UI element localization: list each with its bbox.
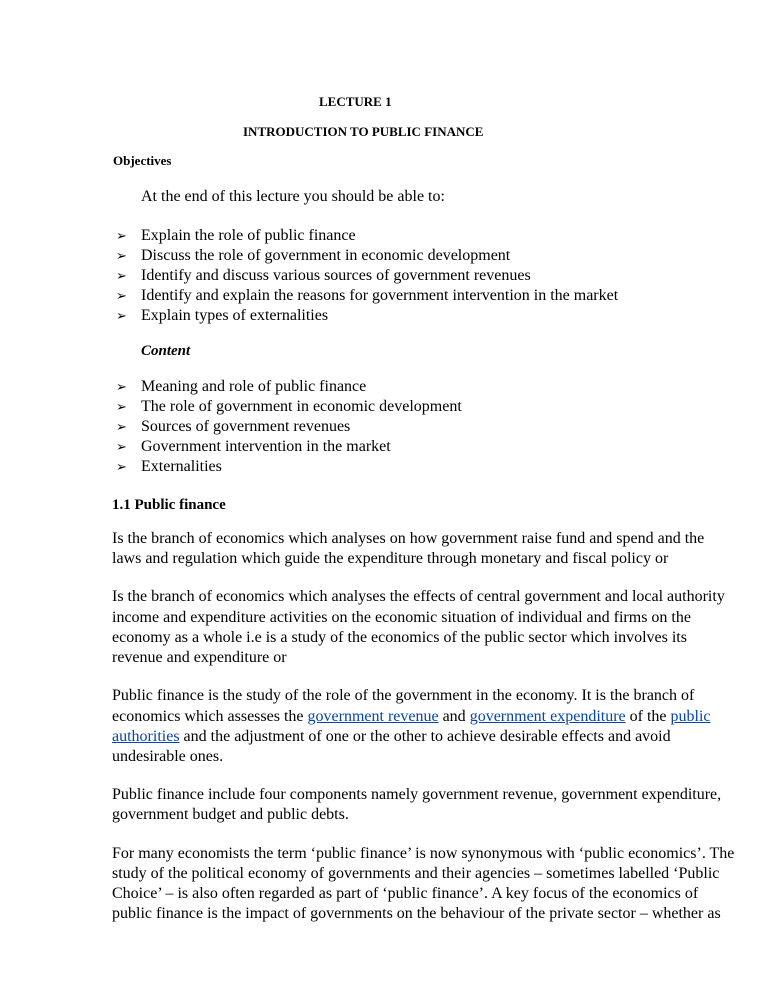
arrow-bullet-icon: ➢ (116, 268, 127, 283)
arrow-bullet-icon: ➢ (116, 308, 127, 323)
lecture-label: LECTURE 1 (319, 94, 392, 109)
text-segment: and (438, 708, 470, 725)
paragraph-line: economy as a whole i.e is a study of the economics of the public sector which involves its (112, 629, 687, 646)
arrow-bullet-icon: ➢ (116, 439, 127, 454)
list-item: The role of government in economic development (141, 398, 462, 415)
paragraph-line: Is the branch of economics which analyses on how government raise fund and spend and the (112, 530, 705, 547)
link-government-revenue[interactable]: government revenue (307, 708, 439, 725)
paragraph-line: government budget and public debts. (112, 806, 349, 823)
arrow-bullet-icon: ➢ (116, 379, 127, 394)
paragraph-line: Choice’ – is also often regarded as part of ‘public finance’. A key focus of the economics of (112, 885, 699, 902)
list-item: Sources of government revenues (141, 418, 351, 435)
paragraph-line: Is the branch of economics which analyses the effects of central government and local authority (112, 588, 725, 605)
arrow-bullet-icon: ➢ (116, 419, 127, 434)
paragraph-line: For many economists the term ‘public finance’ is now synonymous with ‘public economics’. The (112, 845, 735, 862)
list-item: Identify and discuss various sources of government revenues (141, 267, 531, 284)
paragraph-line: Public finance include four components namely government revenue, government expenditure, (112, 786, 722, 803)
text-segment: economics which assesses the (112, 708, 308, 725)
list-item: Identify and explain the reasons for government intervention in the market (141, 287, 619, 304)
objectives-intro: At the end of this lecture you should be able to: (141, 188, 445, 205)
arrow-bullet-icon: ➢ (116, 459, 127, 474)
list-item: Meaning and role of public finance (141, 378, 367, 395)
list-item: Explain the role of public finance (141, 227, 356, 244)
text-segment: and the adjustment of one or the other to achieve desirable effects and avoid (179, 728, 671, 745)
paragraph-line: undesirable ones. (112, 748, 224, 765)
link-public-authorities[interactable]: public (670, 708, 711, 725)
paragraph-line (112, 707, 711, 727)
arrow-bullet-icon: ➢ (116, 248, 127, 263)
list-item: Government intervention in the market (141, 438, 391, 455)
paragraph-line: Public finance is the study of the role of the government in the economy. It is the branch of (112, 687, 695, 704)
paragraph-line: study of the political economy of governments and their agencies – sometimes labelled ‘Public (112, 865, 720, 882)
arrow-bullet-icon: ➢ (116, 288, 127, 303)
content-heading: Content (141, 343, 191, 359)
section-heading: 1.1 Public finance (112, 497, 226, 513)
paragraph-line: revenue and expenditure or (112, 649, 287, 666)
link-public-authorities[interactable]: authorities (112, 728, 180, 745)
list-item: Explain types of externalities (141, 307, 329, 324)
paragraph-line (112, 727, 671, 747)
list-item: Discuss the role of government in economic development (141, 247, 511, 264)
arrow-bullet-icon: ➢ (116, 399, 127, 414)
link-government-expenditure[interactable]: government expenditure (469, 708, 626, 725)
paragraph-line: laws and regulation which guide the expenditure through monetary and fiscal policy or (112, 550, 669, 567)
objectives-heading: Objectives (113, 153, 172, 168)
list-item: Externalities (141, 458, 222, 475)
paragraph-line: income and expenditure activities on the economic situation of individual and firms on the (112, 609, 691, 626)
paragraph-line: public finance is the impact of governments on the behaviour of the private sector – whether as (112, 905, 721, 922)
document-title: INTRODUCTION TO PUBLIC FINANCE (243, 124, 484, 139)
text-segment: of the (625, 708, 671, 725)
arrow-bullet-icon: ➢ (116, 228, 127, 243)
